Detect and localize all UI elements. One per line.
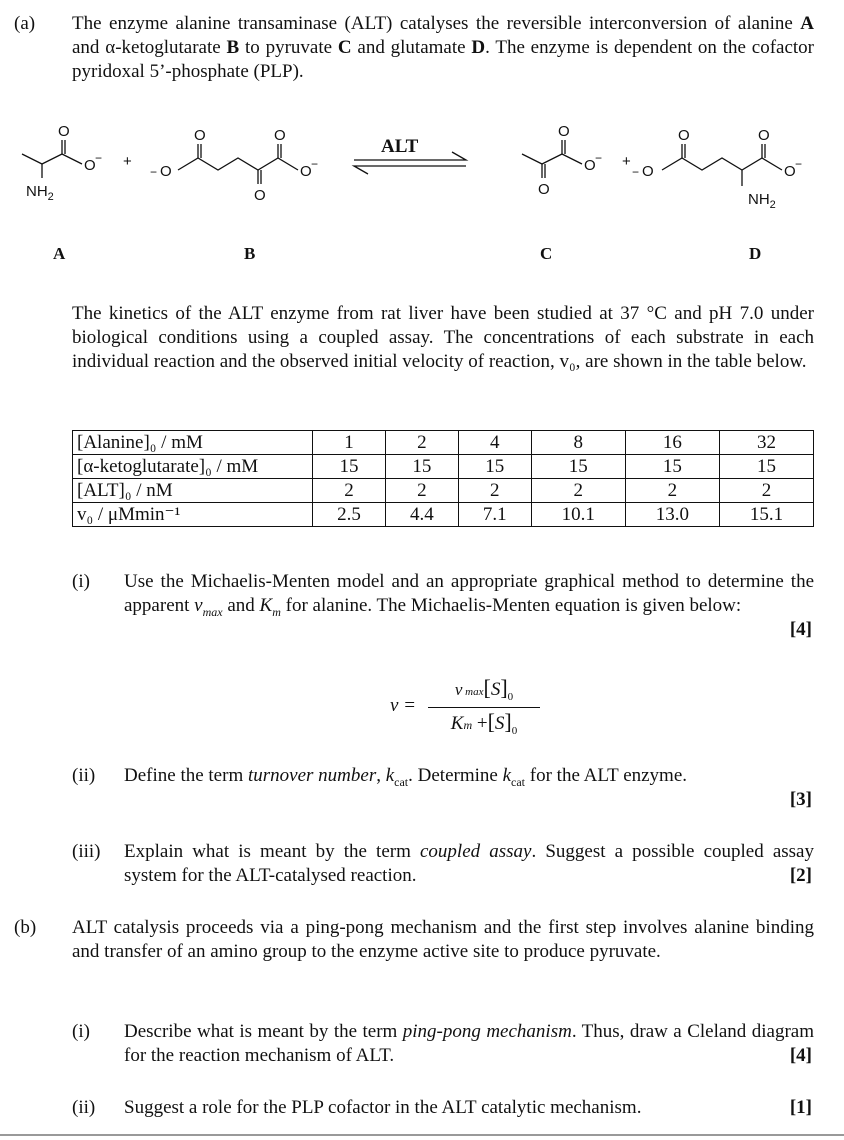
table-cell: 15 bbox=[385, 455, 458, 479]
atom-label: O bbox=[274, 127, 286, 144]
table-cell: 2 bbox=[719, 479, 813, 503]
atom-label: O bbox=[254, 187, 266, 204]
atom-label: O bbox=[678, 127, 690, 144]
table-cell: 16 bbox=[625, 431, 719, 455]
q-b-ii-text: Suggest a role for the PLP cofactor in the ALT catalytic mechanism. bbox=[124, 1097, 642, 1118]
q-b-i-label: (i) bbox=[72, 1021, 90, 1042]
table-cell: 2 bbox=[531, 479, 625, 503]
atom-label: O bbox=[84, 157, 96, 174]
q-a-ii-text: Define the term turnover number, $k_{cat}$. Determine $k_{cat}$ for the ALT enzyme. bbox=[124, 765, 688, 789]
compound-label-c: C bbox=[540, 244, 553, 263]
table-row bbox=[73, 503, 814, 527]
row-header: v₀ / μMmin⁻¹ bbox=[73, 503, 313, 527]
part-a-label: (a) bbox=[14, 13, 36, 34]
atom-label: O bbox=[758, 127, 770, 144]
michaelis-menten-equation bbox=[390, 676, 550, 740]
table-cell: 2 bbox=[385, 431, 458, 455]
q-a-iii-text: Explain what is meant by the term coupled assay. Suggest a possible coupled assay system for the ALT-catalysed reaction. bbox=[124, 841, 814, 886]
atom-label: O bbox=[194, 127, 206, 144]
table-cell: 1 bbox=[313, 431, 386, 455]
q-b-ii-marks: [1] bbox=[789, 1097, 812, 1118]
atom-label: O bbox=[784, 163, 796, 180]
row-header: [ALT]₀ / nM bbox=[73, 479, 313, 503]
plus-sign: + bbox=[123, 153, 132, 170]
atom-label: O bbox=[558, 123, 570, 140]
table-cell: 15 bbox=[625, 455, 719, 479]
q-b-i-text: Describe what is meant by the term ping-pong mechanism. Thus, draw a Cleland diagram for the reaction mechanism of ALT. bbox=[124, 1021, 814, 1066]
equation-numerator: v $\max[S]_0$ bbox=[454, 675, 514, 703]
row-header: [α-ketoglutarate]₀ / mM bbox=[73, 455, 313, 479]
nh2-label: $NH_2$ bbox=[748, 191, 776, 211]
page-bottom-rule bbox=[0, 1134, 844, 1136]
reaction-scheme bbox=[0, 112, 844, 272]
table-cell: 15.1 bbox=[719, 503, 813, 527]
q-a-i-label: (i) bbox=[72, 571, 90, 592]
table-row bbox=[73, 431, 814, 455]
table-cell: 4.4 bbox=[385, 503, 458, 527]
table-cell: 15 bbox=[458, 455, 531, 479]
charge-label: − bbox=[795, 157, 803, 171]
table-row bbox=[73, 455, 814, 479]
table-cell: 8 bbox=[531, 431, 625, 455]
atom-label: O bbox=[58, 123, 70, 140]
table-cell: 15 bbox=[313, 455, 386, 479]
atom-label: O bbox=[584, 157, 596, 174]
atom-label: O bbox=[160, 163, 172, 180]
atom-label: O bbox=[538, 181, 550, 198]
atom-label: O bbox=[642, 163, 654, 180]
table-cell: 2 bbox=[385, 479, 458, 503]
charge-label: − bbox=[632, 165, 640, 179]
q-a-i-marks: [4] bbox=[789, 619, 812, 640]
table-cell: 10.1 bbox=[531, 503, 625, 527]
table-cell: 15 bbox=[719, 455, 813, 479]
table-cell: 13.0 bbox=[625, 503, 719, 527]
part-b-intro: ALT catalysis proceeds via a ping-pong mechanism and the first step involves alanine binding and transfer of an amino group to the enzyme active site to produce pyruvate. bbox=[72, 917, 814, 962]
equation-denominator: $Km +[S]_0$ bbox=[450, 709, 518, 737]
charge-label: − bbox=[150, 165, 158, 179]
enzyme-label: ALT bbox=[381, 136, 419, 157]
q-a-ii-label: (ii) bbox=[72, 765, 96, 786]
table-cell: 32 bbox=[719, 431, 813, 455]
kinetics-table bbox=[72, 430, 814, 527]
part-b-label: (b) bbox=[14, 917, 37, 938]
table-cell: 4 bbox=[458, 431, 531, 455]
plus-sign: + bbox=[622, 153, 631, 170]
equation-lhs: v = bbox=[390, 695, 417, 716]
charge-label: − bbox=[595, 151, 603, 165]
q-a-i-text: Use the Michaelis-Menten model and an appropriate graphical method to determine the apparent $v_{max}$ and $K_m$ for alanine. The Michaelis-Menten equation is given below: bbox=[124, 571, 814, 619]
charge-label: − bbox=[311, 157, 319, 171]
compound-label-b: B bbox=[244, 244, 256, 263]
table-row bbox=[73, 479, 814, 503]
q-b-i-marks: [4] bbox=[789, 1045, 812, 1066]
q-a-ii-marks: [3] bbox=[789, 789, 812, 810]
table-cell: 2 bbox=[313, 479, 386, 503]
q-b-ii-label: (ii) bbox=[72, 1097, 96, 1118]
part-a-intro: The enzyme alanine transaminase (ALT) catalyses the reversible interconversion of alanine A and α-ketoglutarate B to pyruvate C and glutamate D. The enzyme is dependent on the cofactor pyridoxal 5’-phosphate (PLP). bbox=[72, 13, 814, 82]
nh2-label: $NH_2$ bbox=[26, 183, 54, 203]
charge-label: − bbox=[95, 151, 103, 165]
q-a-iii-label: (iii) bbox=[72, 841, 101, 862]
kinetics-paragraph: The kinetics of the ALT enzyme from rat liver have been studied at 37 °C and pH 7.0 under biological conditions using a coupled assay. The concentrations of each substrate in each individual reaction and the observed initial velocity of reaction, v₀, are shown in the table below. bbox=[72, 303, 814, 372]
table-cell: 2.5 bbox=[313, 503, 386, 527]
compound-label-a: A bbox=[53, 244, 66, 263]
atom-label: O bbox=[300, 163, 312, 180]
table-cell: 2 bbox=[458, 479, 531, 503]
row-header: [Alanine]₀ / mM bbox=[73, 431, 313, 455]
table-cell: 2 bbox=[625, 479, 719, 503]
table-cell: 15 bbox=[531, 455, 625, 479]
table-cell: 7.1 bbox=[458, 503, 531, 527]
compound-label-d: D bbox=[749, 244, 762, 263]
q-a-iii-marks: [2] bbox=[789, 865, 812, 886]
